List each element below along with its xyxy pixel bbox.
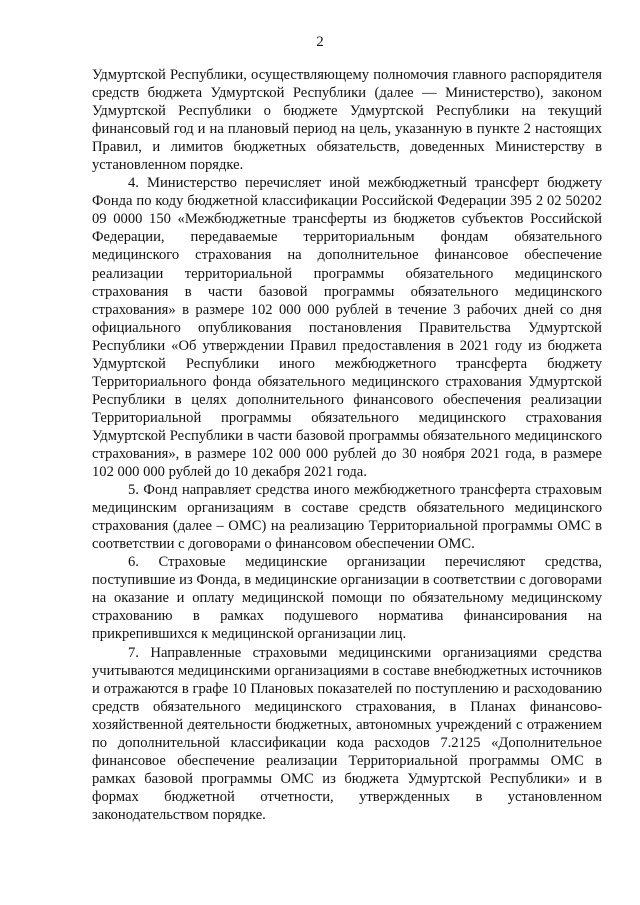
paragraph-item-4: 4. Министерство перечисляет иной межбюджетный трансферт бюджету Фонда по коду бюджетной классификации Российской Федерации 395 2 02 50202 09 0000 150 «Межбюджетные трансферты из бюджетов субъектов Российской Федерации, передаваемые территориальным фондам обязательного медицинского страхования на дополнительное финансовое обеспечение реализации территориальной программы обязательного медицинского страхования в части базовой программы обязательного медицинского страхования» в размере 102 000 000 рублей в течение 3 рабочих дней со дня официального опубликования постановления Правительства Удмуртской Республики «Об утверждении Правил предоставления в 2021 году из бюджета Удмуртской Республики иного межбюджетного трансферта бюджету Территориального фонда обязательного медицинского страхования Удмуртской Республики в целях дополнительного финансового обеспечения реализации Территориальной программы обязательного медицинского страхования Удмуртской Республики в части базовой программы обязательного медицинского страхования», в размере 102 000 000 рублей до 30 ноября 2021 года, в размере 102 000 000 рублей до 10 декабря 2021 года. — [92, 175, 602, 481]
page-number: 2 — [316, 34, 324, 50]
paragraph-item-7: 7. Направленные страховыми медицинскими организациями средства учитываются медицинскими организациями в составе внебюджетных источников и отражаются в графе 10 Плановых показателей по поступлению и расходованию средств обязательного медицинского страхования, в Планах финансово-хозяйственной деятельности бюджетных, автономных учреждений с отражением по дополнительной классификации кода расходов 7.2125 «Дополнительное финансовое обеспечение реализации Территориальной программы ОМС в рамках базовой программы ОМС из бюджета Удмуртской Республики» и в формах бюджетной отчетности, утвержденных в установленном законодательством порядке. — [92, 644, 602, 823]
document-body — [92, 66, 602, 824]
paragraph-item-5: 5. Фонд направляет средства иного межбюджетного трансферта страховым медицинским организациям в составе средств обязательного медицинского страхования (далее – ОМС) на реализацию Территориальной программы ОМС в соответствии с договорами о финансовом обеспечении ОМС. — [92, 482, 602, 553]
paragraph-continuation: Удмуртской Республики, осуществляющему полномочия главного распорядителя средств бюджета Удмуртской Республики (далее — Министерство), законом Удмуртской Республики о бюджете Удмуртской Республики на текущий финансовый год и на плановый период на цель, указанную в пункте 2 настоящих Правил, и лимитов бюджетных обязательств, доведенных Министерству в установленном порядке. — [92, 67, 602, 174]
paragraph-item-6: 6. Страховые медицинские организации перечисляют средства, поступившие из Фонда, в медицинские организации в соответствии с договорами на оказание и оплату медицинской помощи по обязательному медицинскому страхованию в рамках подушевого норматива финансирования на прикрепившихся к медицинской организации лиц. — [92, 554, 602, 643]
